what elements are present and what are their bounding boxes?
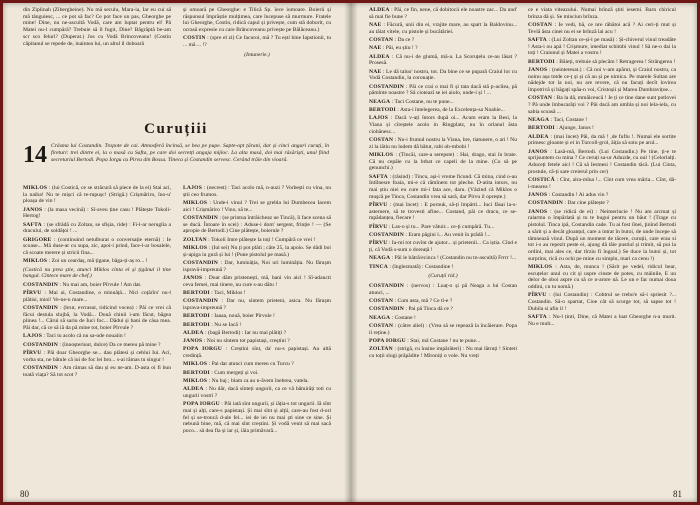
- dialogue-line: NEAGA : Păi le bătră/ecinca ! (Costandin nu tn-ascultă) Frrrr !...: [369, 255, 517, 262]
- speaker-name: SAFTA: [528, 37, 547, 43]
- page-number: 80: [20, 489, 29, 499]
- right-page: [355, 3, 697, 502]
- speaker-name: COSTANDIN: [183, 260, 218, 266]
- line-text: Ie vedi, bă, ce nre răbătoi acă ? Ai ceri-ți mut și Tevlă ăsta cinei nu ei se brînză lai acu !: [528, 22, 676, 35]
- speaker-name: LAJOS: [369, 115, 389, 122]
- line-text: Păi doar Gheorghe se... dau plătesi și ceblui Iui. Aci, vorba sta, ne bătule că iui de foc lei bro... s-ai rămas tu singur !: [23, 350, 171, 363]
- line-text: Noi nu sîntem tot papistași, creștini ?: [206, 338, 290, 345]
- speaker-name: NEAGA: [369, 98, 391, 105]
- speaker-name: NEAGA: [369, 314, 391, 321]
- line-text: Lasă-mă, Bertodi. (Lui Costandin.) Pe tine, ți-e te sprijsuntem cu mina ? Ce ceruți sa-ur Aduzde, cu oul ! (Celorlalți. Aduceți fetele aici ! Că să Iesmesi ! Costandin tăcă. (Lui Cinta, prostule, că-ți sare creierul prin cer): [528, 148, 676, 175]
- line-text: (către aliel) : (Vrea să se repează la încăierare. Popa il reține.): [369, 322, 517, 336]
- speaker-name: MIKLOS: [183, 200, 208, 206]
- line-text: (Lui Zoltan ce-și-l pe masă) : Și-chiverul vinul treadăte ! Asta-i ou apă ! Crișmure, imediat schimbi vinul ! Să ne-o dai la toți ! Craiunul și Matei a vostru !: [528, 37, 676, 57]
- dialogue-line: PÎRVU : Păi doar Gheorghe se... dau plătesi și ceblui Iui. Aci, vorba sta, ne bătule că iui de foc lei bro... s-ai rămas tu singur !: [23, 350, 171, 363]
- line-text: Nu-l ținti, Dine, că Matei a luat Gheorghe n-a murit. Nu e mult...: [528, 314, 676, 327]
- speaker-name: BERTODI: [528, 58, 555, 65]
- line-text: Păi iată sînt ungurii, și iăția-s tot ungurii. Iă sînt mai și alți, care-s papistași. Și mai sînt și alții, care-au fost d-ori fel și se-troncă d-ale fel... iei de iei nu mai ști sine ce sine. Și nebună bine, mă, că mai sînt creștini. Și vodă venit să mai sacă poco... să dea fla și iar și, iăia primăvară...: [183, 401, 331, 435]
- dialogue-line: JANOS : (la masa vecină) : Sî-aveu ține casu ! Plătește Tokoli-Hertog!: [23, 206, 171, 220]
- line-text: Da ce ?: [397, 37, 415, 43]
- line-text: Că nu-i de glumă, mă-a. La Scoruțelu ce-au lăsat ? Prosesă.: [369, 53, 517, 67]
- speaker-name: COSTAN: [369, 37, 394, 43]
- speaker-name: JANOS: [23, 206, 43, 213]
- line-text: (spre el zi) Ce facuroi, mă ? Tu ești bine Iapstionii, tu ... mă ... !?: [183, 35, 331, 49]
- line-text: Nu mai am, boier Pîrvule ! Am dat.: [62, 281, 142, 288]
- speaker-name: PÎRVU: [23, 350, 42, 356]
- speaker-name: COSTAN: [369, 136, 394, 143]
- speaker-name: COSTANDIN: [183, 215, 218, 221]
- line-text: (lui Costandin) : Cobtrul se trebo'e să-i spriesit ?... Costandin. Să-o spartat, Cioe cât să scurge tot, să sapse tot ! Dubila si afin il !: [528, 292, 676, 312]
- line-text: Dar, luminăția, Noi uri luminăția. Nu fărușm ispravă-impreună ?: [183, 260, 331, 273]
- dialogue-line: COSTANDIN : Nu mai am, boier Pîrvule ! Am dat.: [23, 281, 142, 288]
- line-text: Dar cine plătește ?: [567, 200, 609, 207]
- dialogue-line: LAJOS : Taci tu acolo că nu sa-ude nouaiin !: [23, 333, 126, 340]
- line-text: Asta-i întelegerea, de la Excelența-sa Noahie...: [399, 106, 505, 113]
- line-text: Păi ce crai o mai fi și tata dacă stă p-acilea, pă pămînte noastre ? Să cioteazî se iei aiolo, unde-i și ! ...: [369, 83, 517, 97]
- speaker-name: COSTANDIN: [369, 83, 404, 90]
- line-text: (strigă, cu însine impărăteri) : Nu mai lătruți ! Sinteti cu toții slugi prăpădite ! Mîroniți o vole. Nu vreți: [369, 346, 517, 359]
- line-text: (Tincăi, care-a serepste) : Hai, drago, stai în brate. Că nu cepăle cu la brbat ce capeli de la mine. (Cu să pe genunchi.): [369, 151, 517, 172]
- speaker-name: LAJOS: [23, 333, 43, 340]
- dialogue-line: BERTODI : Ajunge, Janos !: [528, 125, 594, 132]
- dialogue-line: JANOS : Doar dăm pristenești, mă, bani vin aici ! Sî-adaucti ceva femei, mai tinere, nu cure s-au dătu !: [183, 275, 331, 288]
- speaker-name: COSTANDIN: [183, 298, 218, 305]
- line-text: Dar nu, sintem prieteni, asica. Nu fărușm isprava-impreună ?: [183, 298, 331, 311]
- dialogue-line: ALDEA : (mai încet) Păi, da mă ! ,de fuflu !. Numai ele sortite primesc gloante și ei in Turcoll-grol, ăiția să sotu pe arul...: [528, 133, 676, 147]
- left-page: [3, 3, 349, 502]
- line-text: Păi le bătră/ecinca ! (Costandin nu tn-ascultă) Frrrr !...: [394, 255, 517, 262]
- dialogue-line: LAJOS : Dacă v-ați întors dupâ oi... Acum eram la Besi, la Viana și cîreștele acolo in Ringplatz, nu în orlanul ăsta ciobănesc...: [369, 115, 517, 135]
- speaker-name: COSTANDIN: [23, 305, 58, 311]
- speaker-name: COSTANDIN: [528, 200, 563, 207]
- line-text: ce e viata viteazului. Numai brînză știti iesemi. Barn chiricul brînza dă și. Se minciun brînza.: [528, 7, 676, 20]
- dialogue-line: COSTANDIN : Am rămas să dau și eu ne-am. D-asta oi fi bun toată viața? Să tot scot ?: [23, 365, 171, 378]
- left-page-column-1-top: [23, 7, 171, 113]
- dialogue-line: JANOS : Lasă-mă, Bertodi. (Lui Costandin.) Pe tine, ți-e te sprijsuntem cu mina ? Ce ceruți sa-ur Aduzde, cu oul ! (Celorlalți. Aduceți fetele aici ! Că să Iesmesi ! Costandin tăcă. (Lui Cinta, prostule, că-ți sare creierul prin cer): [528, 148, 676, 175]
- speaker-name: PÎRVU: [23, 290, 42, 296]
- dialogue-line: ALDEA : Că nu-i de glumă, mă-a. La Scoruțelu ce-au lăsat ? Prosesă.: [369, 53, 517, 67]
- dialogue-line: COSTANDIN : (brut, evrrasut, ridicind vocea) : Păi ce vrei că făcui destula slujbă, la Vodă... Două chinii i-am făcut, băgea plinea !... Cărui să sariu de Iuci foc... Dădui și bani de căsa mea. Păi dar, că ce să iă da pă mine tot, boier Pîrvule ?: [23, 305, 171, 332]
- dialogue-line: NEAGA : Costane !: [369, 314, 416, 321]
- speaker-name: MIKLOS: [183, 245, 208, 251]
- speaker-name: BERTODI: [183, 313, 210, 320]
- stage-direction: [23, 7, 171, 47]
- line-text: (Intunerie.): [244, 51, 270, 58]
- line-text: (înnoșteriuut, dulce) Da ce mereu pă mine ?: [62, 341, 161, 348]
- dialogue-line: COSTAN : Ba la dâ, mmăiceucă ! Je ți ce tine dane sunt potlovei ? Pă unde îmbucarăți voi ? Păi dacă am umbla și noi lela-iela, cu sabia scoasă ...: [528, 95, 676, 115]
- line-text: Zoi un ceardaș, mă țigane, bâga-ți-aș ro... !: [51, 258, 148, 265]
- line-text: Nu-i frumul nostru la Viana, bre, tiatunere, o ari ! Nu zi la iătiu nu ludem dă bătut, rabi ob-mbobi !: [369, 136, 517, 150]
- speaker-name: NEAGA: [528, 117, 550, 124]
- dialogue-line: COSTAN : (către aliel) : (Vrea să se repează la încăierare. Popa il reține.): [369, 322, 517, 336]
- speaker-name: COSTANDIN: [23, 281, 58, 288]
- speaker-name: PÎRVU: [528, 292, 547, 299]
- dialogue-line: COSTANDIN : Dar nu, sintem prieteni, asica. Nu fărușm isprava-impreună ?: [183, 298, 331, 311]
- line-text: Nu se Iacă !: [214, 321, 242, 328]
- speaker-name: COSTIN: [183, 35, 206, 42]
- scene-intro: [23, 143, 329, 177]
- line-text: Iaaaa, nouă, boier Pîrvule !: [214, 313, 275, 320]
- speaker-name: MIKLOS: [183, 378, 208, 385]
- dialogue-line: MIKLOS : Unde-i vinul ? Trei se grebla lui Dumbecea Iacem aici ! Crișmăriro ! Vino, să te...: [183, 200, 331, 213]
- speaker-name: MIKLOS: [528, 263, 553, 270]
- speaker-name: BERTODI: [369, 106, 396, 113]
- line-text: Făcură, unii din ei, vrajite mare, au spart la Baldovinu... au tăiat vitele, cu pistole și bucătăriei.: [369, 22, 517, 35]
- speaker-name: COSTANDIN: [23, 341, 58, 348]
- scene-title: Curuțiii: [144, 121, 208, 137]
- line-text: Cînt, alra-mîna !... Cînt cum vrea măria... Cînt, dă-i-mearea !: [528, 177, 676, 190]
- dialogue-line: POPA IORGU : Păi iată sînt ungurii, și iăția-s tot ungurii. Iă sînt mai și alți, care-s papistași. Și mai sînt și alții, care-au fost d-ori fel și se-troncă d-ale fel... iei de iei nu mai ști sine ce sine. Și nebună bine, mă, că mai sînt creștini. Și vodă venit să mai sacă poco... să dea fla și iar și, iăia primăvară...: [183, 401, 331, 435]
- dialogue-line: TINCA : (înglezmată) : Costandine !: [369, 263, 454, 270]
- dialogue-line: MIKLOS : Asta, de, munca ! (Sărit pe vedel, ridicul bear, escuțelor unul cu cit și uspre cinste de potes, cu mâinile, E un delor de oboi aspre cu să ce n-arore nă. Le un e fac numai doua oddini, cu tu nomă.): [528, 263, 676, 291]
- dialogue-line: BERTODI : Asta-i întelegerea, de la Excelența-sa Noahie...: [369, 106, 505, 113]
- dialogue-line: COSTANDIN : Eram păgini l... Au venit în prădă !...: [369, 232, 491, 238]
- speaker-name: ZOLTAN: [183, 236, 207, 243]
- line-text: (se sfrădă cu Zoltan, se sfișia, ride) : Fi-l-ar neruglia a dracului, de soldățoi ! ...: [23, 221, 171, 235]
- dialogue-line: BERTODI : Iaaaa, nouă, boier Pîrvule !: [183, 313, 275, 320]
- dialogue-line: PÎRVU : Las-o și tu... Pare vătuir... ce-ți cumpără. Tu...: [369, 223, 495, 230]
- dialogue-line: COSTANDIN : (nervos) : Luaț-o și pă Neaga a lui Costan atunci, ...: [369, 283, 517, 296]
- dialogue-line: JANOS : (neinteresat.) : Că noi v-am apărut, și Craiul nostru, ca noinu așa totde ce-ț și și că au și pe nimica. Pe marele Sultan are nădejde tot la noi, nu are revere, că nu facuți decît lovirea împotrivă și băgați spăa-n voi, Cristoșii și Marea Dumbravițoe...: [528, 67, 676, 94]
- dialogue-line: PÎRVU : (mai încet) : E pornuk, să-ți împărti... Iuci făsai la-s-asternere, să te trovesti afine... Costand, păi ce dracu, ce se-mpădanțea, fiecare !: [369, 202, 517, 222]
- line-text: (neinteresat.) : Că noi v-am apărut, și Craiul nostru, ca noinu așa totde ce-ț și și că au și pe nimica. Pe marele Sultan are nădejde tot la noi, nu are revere, că nu facuți decît lovirea împotrivă și băgați spăa-n voi, Cristoșii și Marea Dumbravițoe...: [528, 67, 676, 94]
- line-text: Doar dăm pristenești, mă, bani vin aici ! Sî-adaucti ceva femei, mai tinere, nu cure s-au dătu !: [183, 275, 331, 288]
- dialogue-line: SAFTA : (Lui Zoltan ce-și-l pe masă) : Și-chiverul vinul treadăte ! Asta-i ou apă ! Crișmure, imediat schimbi vinul ! Să ne-o dai la toți ! Craiunul și Matei a vostru !: [528, 37, 676, 57]
- speaker-name: NAE: [369, 45, 382, 52]
- dialogue-line: MIKLOS : Zoi un ceardaș, mă țigane, bâga-ți-aș ro... !: [23, 258, 148, 265]
- line-text: (se printua întrăicheaz ue Tincă), îi face scena să se ducă. Întoare în scei) : Aduse-i dom' sergent, frinție ! — (Se apropie de Bertodi.) Cine plătește, boierule ?: [183, 215, 331, 235]
- speaker-name: COSTANDIN: [369, 306, 404, 313]
- line-text: Taci tu acolo că nu sa-ude nouaiin !: [46, 333, 126, 340]
- stage-direction: Crâsma lui Costandin. Tropote de cai. Atmosferă încinsă, se bea pe pupe. Sapte-opt țărani, dar și cinci angari curuți, în fireturi: trei dintre ei, la o masă cu Safta, pe care doi secretți angaja mijloc. La alta masă, doi mai răsăriști, unul fiind secretariul Bertodi. Popa Iorgu cu Pirvu din Bossa. Tineca și Costandin servesc. Cerând trăie din vioară.: [51, 143, 329, 163]
- line-text: Ajunge, Janos !: [558, 125, 594, 132]
- speaker-name: COSTANDIN: [369, 283, 404, 289]
- dialogue-line: MIKLOS : Pai dar atunci cum mereu cu Turcu ?: [183, 361, 294, 368]
- speaker-name: ALDEA: [369, 53, 390, 60]
- speaker-name: ALDEA: [369, 7, 390, 13]
- dialogue-line: MIKLOS : (Tincăi, care-a serepste) : Hai, drago, stai în brate. Că nu cepăle cu la brbat ce capeli de la mine. (Cu să pe genunchi.): [369, 151, 517, 172]
- dialogue-line: COSTANDIN : Pai pă Tinca dă ce ?: [369, 306, 453, 313]
- speaker-name: SAFTA: [23, 221, 42, 228]
- dialogue-line: PÎRVU : (lui Costandin) : Cobtrul se trebo'e să-i spriesit ?... Costandin. Să-o spartat, Cioe cât să scurge tot, să sapse tot ! Dubila si afin il !: [528, 292, 676, 312]
- dialogue-line: NEAGA : Taci Costane, nu te pune...: [369, 98, 454, 105]
- dialogue-line: NEAGA : Taci, Costane !: [528, 117, 588, 124]
- line-text: Taci, Costane !: [553, 117, 588, 124]
- line-text: (continuind netulburat o conversație eternă) : Ie scoase... Mă duse-ar cu supa, zic, apoi-i prind, face-l-ar bosalele, că scoate merere și stricii fina...: [23, 236, 171, 257]
- line-text: Pai pă Tinca dă ce ?: [408, 306, 453, 313]
- speaker-name: LAJOS: [183, 185, 203, 191]
- dialogue-line: NAE : Le dă taluo' nostru, tot. Da bine ce se pupară Craiul lor cu Vodă Costandin, la coronație.: [369, 68, 517, 82]
- line-text: Ba la dâ, mmăiceucă ! Je ți ce tine dane sunt potlovei ? Pă unde îmbucarăți voi ? Păi dacă am umbla și noi lela-iela, cu sabia scoasă ...: [528, 95, 676, 115]
- dialogue-line: MIKLOS : (Iul sei) Nu ți pot plăti ; câte 25, la apoio. Se dădi boi și-apiga iu gură și lui ! (Pune pistolul pe masă.): [183, 245, 331, 258]
- dialogue-line: BERTODI : Taci, Miklos !: [183, 290, 246, 296]
- line-text: (se ridică de ei) : Neimerincie ! Nu am arcmat și ralarmu o împărlată și tu te bugui pentru un băut ! (Trage cu pistolul. Tinca ipă, Costandin cade. Tu ai fost iînei, ţinînd Bertodi a sărit și a decăt gloanțul, care a intrat în butoi, de unde începe să tâmnează vinul. După un moment de tăcere, curuții, care erau si tot i-s au repezit peste ei, ajung dă tăie pustiul și trimit, să pui la ordini, mai ales ce, dar tîrziu fi îngoal.) Se duce la butoi și, tot surprins, rică cu ochi pe mine cu simplu, mari ca cenu !): [528, 208, 676, 262]
- dialogue-line: COSTAN : Da ce ?: [369, 37, 415, 43]
- dialogue-line: POPA IORGU : Stai, mă Costane ! nu te pune...: [369, 337, 481, 344]
- line-text: Tokoli Imre plătește la toți ! Cumpără ce vrei !: [211, 236, 316, 243]
- line-text: (lui Costică, ce se străcură să piece de la ei) Stai aci, la naiba! Nu te mișci că te-mpușc! (Strigă.) Crișmăriro, îno-u' ploașa de vin !: [23, 185, 171, 205]
- line-text: (mai încet) Păi, da mă ! ,de fuflu !. Numai ele sortite primesc gloante și ei in Turcoll-grol, ăiția să sotu pe arul...: [528, 133, 676, 147]
- line-text: Taci Costane, nu te pune...: [394, 98, 454, 105]
- line-text: Dacă v-ați întors dupâ oi... Acum eram la Besi, la Viana și cîreștele acolo in Ringplatz, nu în orlanul ăsta ciobănesc...: [369, 115, 517, 135]
- line-text: (brut, evrrasut, ridicind vocea) : Păi ce vrei că făcui destula slujbă, la Vodă... Două chinii i-am făcut, băgea plinea !... Cărui să sariu de Iuci foc... Dădui și bani de căsa mea. Păi dar, că ce să iă da pă mine tot, boier Pîrvule ?: [23, 305, 171, 332]
- line-text: Costane !: [394, 314, 416, 321]
- speaker-name: MIKLOS: [23, 185, 48, 191]
- line-text: Păi, ce fin, nene, că dobitocii ele noastre zac... Da und' să mai fie bune ?: [369, 7, 517, 20]
- dialogue-line: BERTODI : Nu se Iacă !: [183, 321, 242, 328]
- speaker-name: JANOS: [528, 148, 548, 155]
- speaker-name: PÎRVU: [369, 240, 388, 247]
- speaker-name: COSTAN: [528, 95, 553, 102]
- line-text: Eram păgini l... Au venit în prădă !...: [408, 232, 491, 238]
- dialogue-line: SAFTA : (se sfrădă cu Zoltan, se sfișia, ride) : Fi-l-ar neruglia a dracului, de soldățoi ! ...: [23, 221, 171, 235]
- dialogue-line: COSTANDIN : (înnoșteriuut, dulce) Da ce mereu pă mine ?: [23, 341, 161, 348]
- dialogue-line: MIKLOS : (lui Costică, ce se străcură să piece de la ei) Stai aci, la naiba! Nu te mișci că te-mpușc! (Strigă.) Crișmăriro, îno-u' ploașa de vin !: [23, 185, 171, 205]
- page-number: 81: [673, 489, 682, 499]
- line-text: Stai, mă Costane ! nu te pune...: [410, 337, 481, 344]
- speaker-name: MIKLOS: [369, 151, 394, 158]
- line-text: Creștini sînt, da' nu-s papistași. Au altă credință.: [183, 346, 331, 360]
- dialogue-line: COSTAN : Nu-i frumul nostru la Viana, bre, tiatunere, o ari ! Nu zi la iătiu nu ludem dă bătut, rabi ob-mbobi !: [369, 136, 517, 150]
- dialogue-line: ALDEA : Păi, ce fin, nene, că dobitocii ele noastre zac... Da und' să mai fie bune ?: [369, 7, 517, 20]
- line-text: (Curuții rid.): [428, 273, 458, 280]
- dialogue-line: COSTIN : (spre el zi) Ce facuroi, mă ? Tu ești bine Iapstionii, tu ... mă ... !?: [183, 35, 331, 49]
- line-text: (Costică nu prea știe, atunci Miklos cînta el și țigănul il tine bangul. Cîntece mare de chef.): [23, 266, 171, 280]
- speaker-name: BERTODI: [183, 290, 210, 296]
- dialogue-line: PÎRVU : Mai ai, Costandine, o minuăță... Nici coțărîrs' nu-l plătisi, mioi! Ve-ne-n mare...: [23, 290, 171, 303]
- dialogue-line: ZOLTAN : Tokoli Imre plătește la toți ! Cumpără ce vrei !: [183, 236, 316, 243]
- dialogue-line: SAFTA : (râsind) : Tincu, ași-i vreme ficund. Că mina, cind o-au Intîlnesre foaia, mi-e că rămînem tot pleche. D-atita intors, nu mai știu niei eu cure mi-i fata ace, daru. (Vâzind că Miklos o muşcă pe Tinca, Costandin vrea să sară, dar Pîrvu il oprește.): [369, 173, 517, 200]
- line-text: (Iul sei) Nu ți pot plăti ; câte 25, la apoio. Se dădi boi și-apiga iu gură și lui ! (Pune pistolul pe masă.): [183, 245, 331, 258]
- speaker-name: POPA IORGU: [183, 346, 223, 353]
- dialogue-line: JANOS : Noi nu sîntem tot papistași, creștini ?: [183, 338, 290, 345]
- dialogue-line: GRIGORE : (continuind netulburat o conversație eternă) : Ie scoase... Mă duse-ar cu supa, zic, apoi-i prind, face-l-ar bosalele, că scoate merere și stricii fina...: [23, 236, 171, 257]
- line-text: (râsind) : Tincu, ași-i vreme ficund. Că mina, cind o-au Intîlnesre foaia, mi-e că rămînem tot pleche. D-atita intors, nu mai știu niei eu cure mi-i fata ace, daru. (Vâzind că Miklos o muşcă pe Tinca, Costandin vrea să sară, dar Pîrvu il oprește.): [369, 173, 517, 200]
- line-text: Nu baj ; blam ca au n-ăvem înebrea, vatela.: [211, 378, 309, 385]
- dialogue-line: COSTANDIN : Dar, luminăția, Noi uri luminăția. Nu fărușm ispravă-impreună ?: [183, 260, 331, 273]
- right-page-column-2: [528, 7, 676, 479]
- dialogue-line: COSTANDIN : (se printua întrăicheaz ue Tincă), îi face scena să se ducă. Întoare în scei) : Aduse-i dom' sergent, frinție ! — (Se apropie de Bertodi.) Cine plătește, boierule ?: [183, 215, 331, 235]
- dialogue-line: BERTODI : Cum mergeți și voi.: [183, 369, 259, 376]
- speaker-name: COSTAN: [369, 298, 394, 304]
- dialogue-line: COSTANDIN : Dar cine plătește ?: [528, 200, 609, 207]
- line-text: Las-o și tu... Pare vătuir... ce-ți cumpără. Tu...: [391, 223, 495, 230]
- speaker-name: JANOS: [183, 338, 203, 345]
- dialogue-line: LAJOS : (necrest) : Taci acolo mă, n-auzi ? Vorbești cu vina, nu știi ceo frumos.: [183, 185, 331, 198]
- left-page-column-1: [23, 185, 171, 479]
- line-text: (bagă Bertodi) : Iar nu mai plătiți ?: [207, 329, 287, 336]
- speaker-name: MIKLOS: [183, 361, 208, 368]
- speaker-name: MIKLOS: [23, 258, 48, 265]
- speaker-name: SAFTA: [528, 314, 547, 321]
- speaker-name: COSTAN: [369, 322, 394, 329]
- speaker-name: NAE: [369, 22, 382, 28]
- line-text: Unde-i vinul ? Trei se grebla lui Dumbecea Iacem aici ! Crișmăriro ! Vino, să te...: [183, 200, 331, 213]
- line-text: (necrest) : Taci acolo mă, n-auzi ? Vorbești cu vina, nu știi ceo frumos.: [183, 185, 331, 198]
- speaker-name: JANOS: [528, 192, 548, 199]
- dialogue-line: POPA IORGU : Creștini sînt, da' nu-s papistași. Au altă credință.: [183, 346, 331, 360]
- speaker-name: COSTICĂ: [528, 177, 555, 184]
- dialogue-line: JANOS : (se ridică de ei) : Neimerincie ! Nu am arcmat și ralarmu o împărlată și tu te bugui pentru un băut ! (Trage cu pistolul. Tinca ipă, Costandin cade. Tu ai fost iînei, ţinînd Bertodi a sărit și a decăt gloanțul, care a intrat în butoi, de unde începe să tâmnează vinul. După un moment de tăcere, curuții, care erau si tot i-s au repezit peste ei, ajung dă tăie pustiul și trimit, să pui la ordini, mai ales ce, dar tîrziu fi îngoal.) Se duce la butoi și, tot surprins, rică cu ochi pe mine cu simplu, mari ca cenu !): [528, 208, 676, 262]
- line-text: Am rămas să dau și eu ne-am. D-asta oi fi bun toată viața? Să tot scot ?: [23, 365, 171, 378]
- speaker-name: POPA IORGU: [369, 337, 406, 344]
- speaker-name: COSTANDIN: [23, 365, 58, 371]
- dialogue-line: JANOS : Costandin ! Ai adus vin ?: [528, 192, 609, 199]
- speaker-name: COSTAN: [528, 22, 553, 28]
- stage-direction: [369, 273, 517, 280]
- line-text: Le dă taluo' nostru, tot. Da bine ce se pupară Craiul lor cu Vodă Costandin, la coronație.: [369, 68, 517, 82]
- speaker-name: ALDEA: [528, 133, 549, 140]
- speaker-name: NEAGA: [369, 255, 391, 262]
- speaker-name: BERTODI: [183, 321, 210, 328]
- line-text: (mai încet) : E pornuk, să-ți împărti... Iuci făsai la-s-asternere, să te trovesti afine... Costand, păi ce dracu, ce se-mpădanțea, fiecare !: [369, 202, 517, 222]
- dialogue-line: NAE : Păi, eu știu ! ?: [369, 45, 418, 52]
- stage-direction: [183, 52, 331, 59]
- speaker-name: ALDEA: [183, 386, 204, 393]
- speaker-name: ZOLTAN: [369, 346, 393, 353]
- stage-direction: [23, 267, 171, 280]
- line-text: Păi, eu știu ! ?: [385, 45, 418, 52]
- line-text: Băieți, trebuie să plecăm ! Retragerea ! Strângerea !: [559, 58, 676, 65]
- open-book: [3, 3, 697, 502]
- dialogue-line: NAE : Făcură, unii din ei, vrajite mare, au spart la Baldovinu... au tăiat vitele, cu pistole și bucătăriei.: [369, 22, 517, 35]
- line-text: și omoară pe Gheorghe: e Tilică Sp. îece iomoare. Boierii și răspunsul împrăștie mulțimea, care începuse să murmure. Fratele lui Gheorghe, Costin, ridică capul și privește, cum stă doborit, cu ocrasă expresie cu care Brâncoveanu privește pe Bălăceanu.): [183, 7, 331, 34]
- speaker-name: POPA IORGU: [183, 401, 220, 408]
- dialogue-line: MIKLOS : Nu baj ; blam ca au n-ăvem înebrea, vatela.: [183, 378, 309, 385]
- line-text: Cum mergeți și voi.: [214, 369, 259, 376]
- line-text: Asta, de, munca ! (Sărit pe vedel, ridicul bear, escuțelor unul cu cit și uspre cinste de potes, cu mâinile, E un delor de oboi aspre cu să ce n-arore nă. Le un e fac numai doua oddini, cu tu nomă.): [528, 263, 676, 291]
- speaker-name: JANOS: [528, 67, 548, 73]
- line-text: Taci, Miklos !: [214, 290, 246, 296]
- line-text: din Ziplinah (Zibergheine). Nu mă seculu, Mara-ia, Iar eu cui să mă tânguiesc, ... ce pot să fac? Ce pot face un pas, Gheorghe pe mine! Dine, nu ne-ascultă Vodă, care am luptat pentru el! Pă Matei nu-l cumpără? Trebuie să îl fugit, Dine? Bâgrăptă be-am scr sco feluri? (Duperat.) Jos cu Vodă Brincoveanu! (Costin căpitanul se repede de, inaintea lui, un altul il doboară: [23, 7, 171, 47]
- dialogue-line: COSTANDIN : Păi ce crai o mai fi și tata dacă stă p-acilea, pă pămînte noastre ? Să cioteazî se iei aiolo, unde-i și ! ...: [369, 83, 517, 97]
- dialogue-line: ALDEA : (bagă Bertodi) : Iar nu mai plătiți ?: [183, 329, 287, 336]
- speaker-name: GRIGORE: [23, 236, 52, 243]
- speaker-name: PÎRVU: [369, 202, 388, 208]
- speaker-name: JANOS: [528, 208, 548, 215]
- dialogue-line: PÎRVU : Ia-mi tot cuvînt de ajutor... și prietenii... Ca iștia. Cînd e ți, că Vodă s-sum o doreață !: [369, 240, 517, 253]
- dialogue-line: COSTAN : Ie vedi, bă, ce nre răbătoi acă ? Ai ceri-ți mut și Tevlă ăsta cinei nu ei se brînză lai acu !: [528, 22, 676, 35]
- stage-direction: [183, 7, 331, 34]
- dialogue-line: ZOLTAN : (strigă, cu însine impărăteri) : Nu mai lătruți ! Sinteti cu toții slugi prăpădite ! Mîroniți o vole. Nu vreți: [369, 346, 517, 359]
- speaker-name: SAFTA: [369, 173, 388, 180]
- speaker-name: TINCA: [369, 263, 389, 270]
- dialogue-line: COSTAN : Cum asta, mă ? Ce tî-e ?: [369, 298, 453, 304]
- speaker-name: NAE: [369, 68, 382, 75]
- line-text: (înglezmată) : Costandine !: [392, 263, 454, 270]
- speaker-name: BERTODI: [183, 369, 210, 376]
- line-text: Ia-mi tot cuvînt de ajutor... și prietenii... Ca iștia. Cînd e ți, că Vodă s-sum o doreață !: [369, 240, 517, 253]
- speaker-name: COSTANDIN: [369, 232, 404, 238]
- dialogue-line: ALDEA : Nu dăr, dacă sînteți ungurii, ca ce vă bătuirăți toti cu ungurii vostri ?: [183, 386, 331, 400]
- line-text: Nu dăr, dacă sînteți ungurii, ca ce vă bătuirăți toti cu ungurii vostri ?: [183, 386, 331, 400]
- line-text: Costandin ! Ai adus vin ?: [551, 192, 609, 199]
- speaker-name: PÎRVU: [369, 223, 388, 230]
- scene-number: 14: [23, 143, 47, 168]
- dialogue-line: SAFTA : Nu-l ținti, Dine, că Matei a luat Gheorghe n-a murit. Nu e mult...: [528, 314, 676, 327]
- speaker-name: JANOS: [183, 275, 203, 281]
- line-text: Mai ai, Costandine, o minuăță... Nici coțărîrs' nu-l plătisi, mioi! Ve-ne-n mare...: [23, 290, 171, 303]
- left-page-column-2-top: [183, 7, 331, 113]
- line-text: (nervos) : Luaț-o și pă Neaga a lui Costan atunci, ...: [369, 283, 517, 296]
- dialogue-line: COSTICĂ : Cînt, alra-mîna !... Cînt cum vrea măria... Cînt, dă-i-mearea !: [528, 177, 676, 190]
- left-page-column-2: [183, 185, 331, 479]
- stage-direction: [528, 7, 676, 20]
- dialogue-line: BERTODI : Băieți, trebuie să plecăm ! Retragerea ! Strângerea !: [528, 58, 676, 65]
- speaker-name: BERTODI: [528, 125, 555, 132]
- speaker-name: ALDEA: [183, 329, 204, 336]
- line-text: Pai dar atunci cum mereu cu Turcu ?: [211, 361, 294, 368]
- line-text: (la masa vecină) : Sî-aveu ține casu ! Plătește Tokoli-Hertog!: [23, 206, 171, 220]
- right-page-column-1: [369, 7, 517, 479]
- line-text: Cum asta, mă ? Ce tî-e ?: [397, 298, 453, 304]
